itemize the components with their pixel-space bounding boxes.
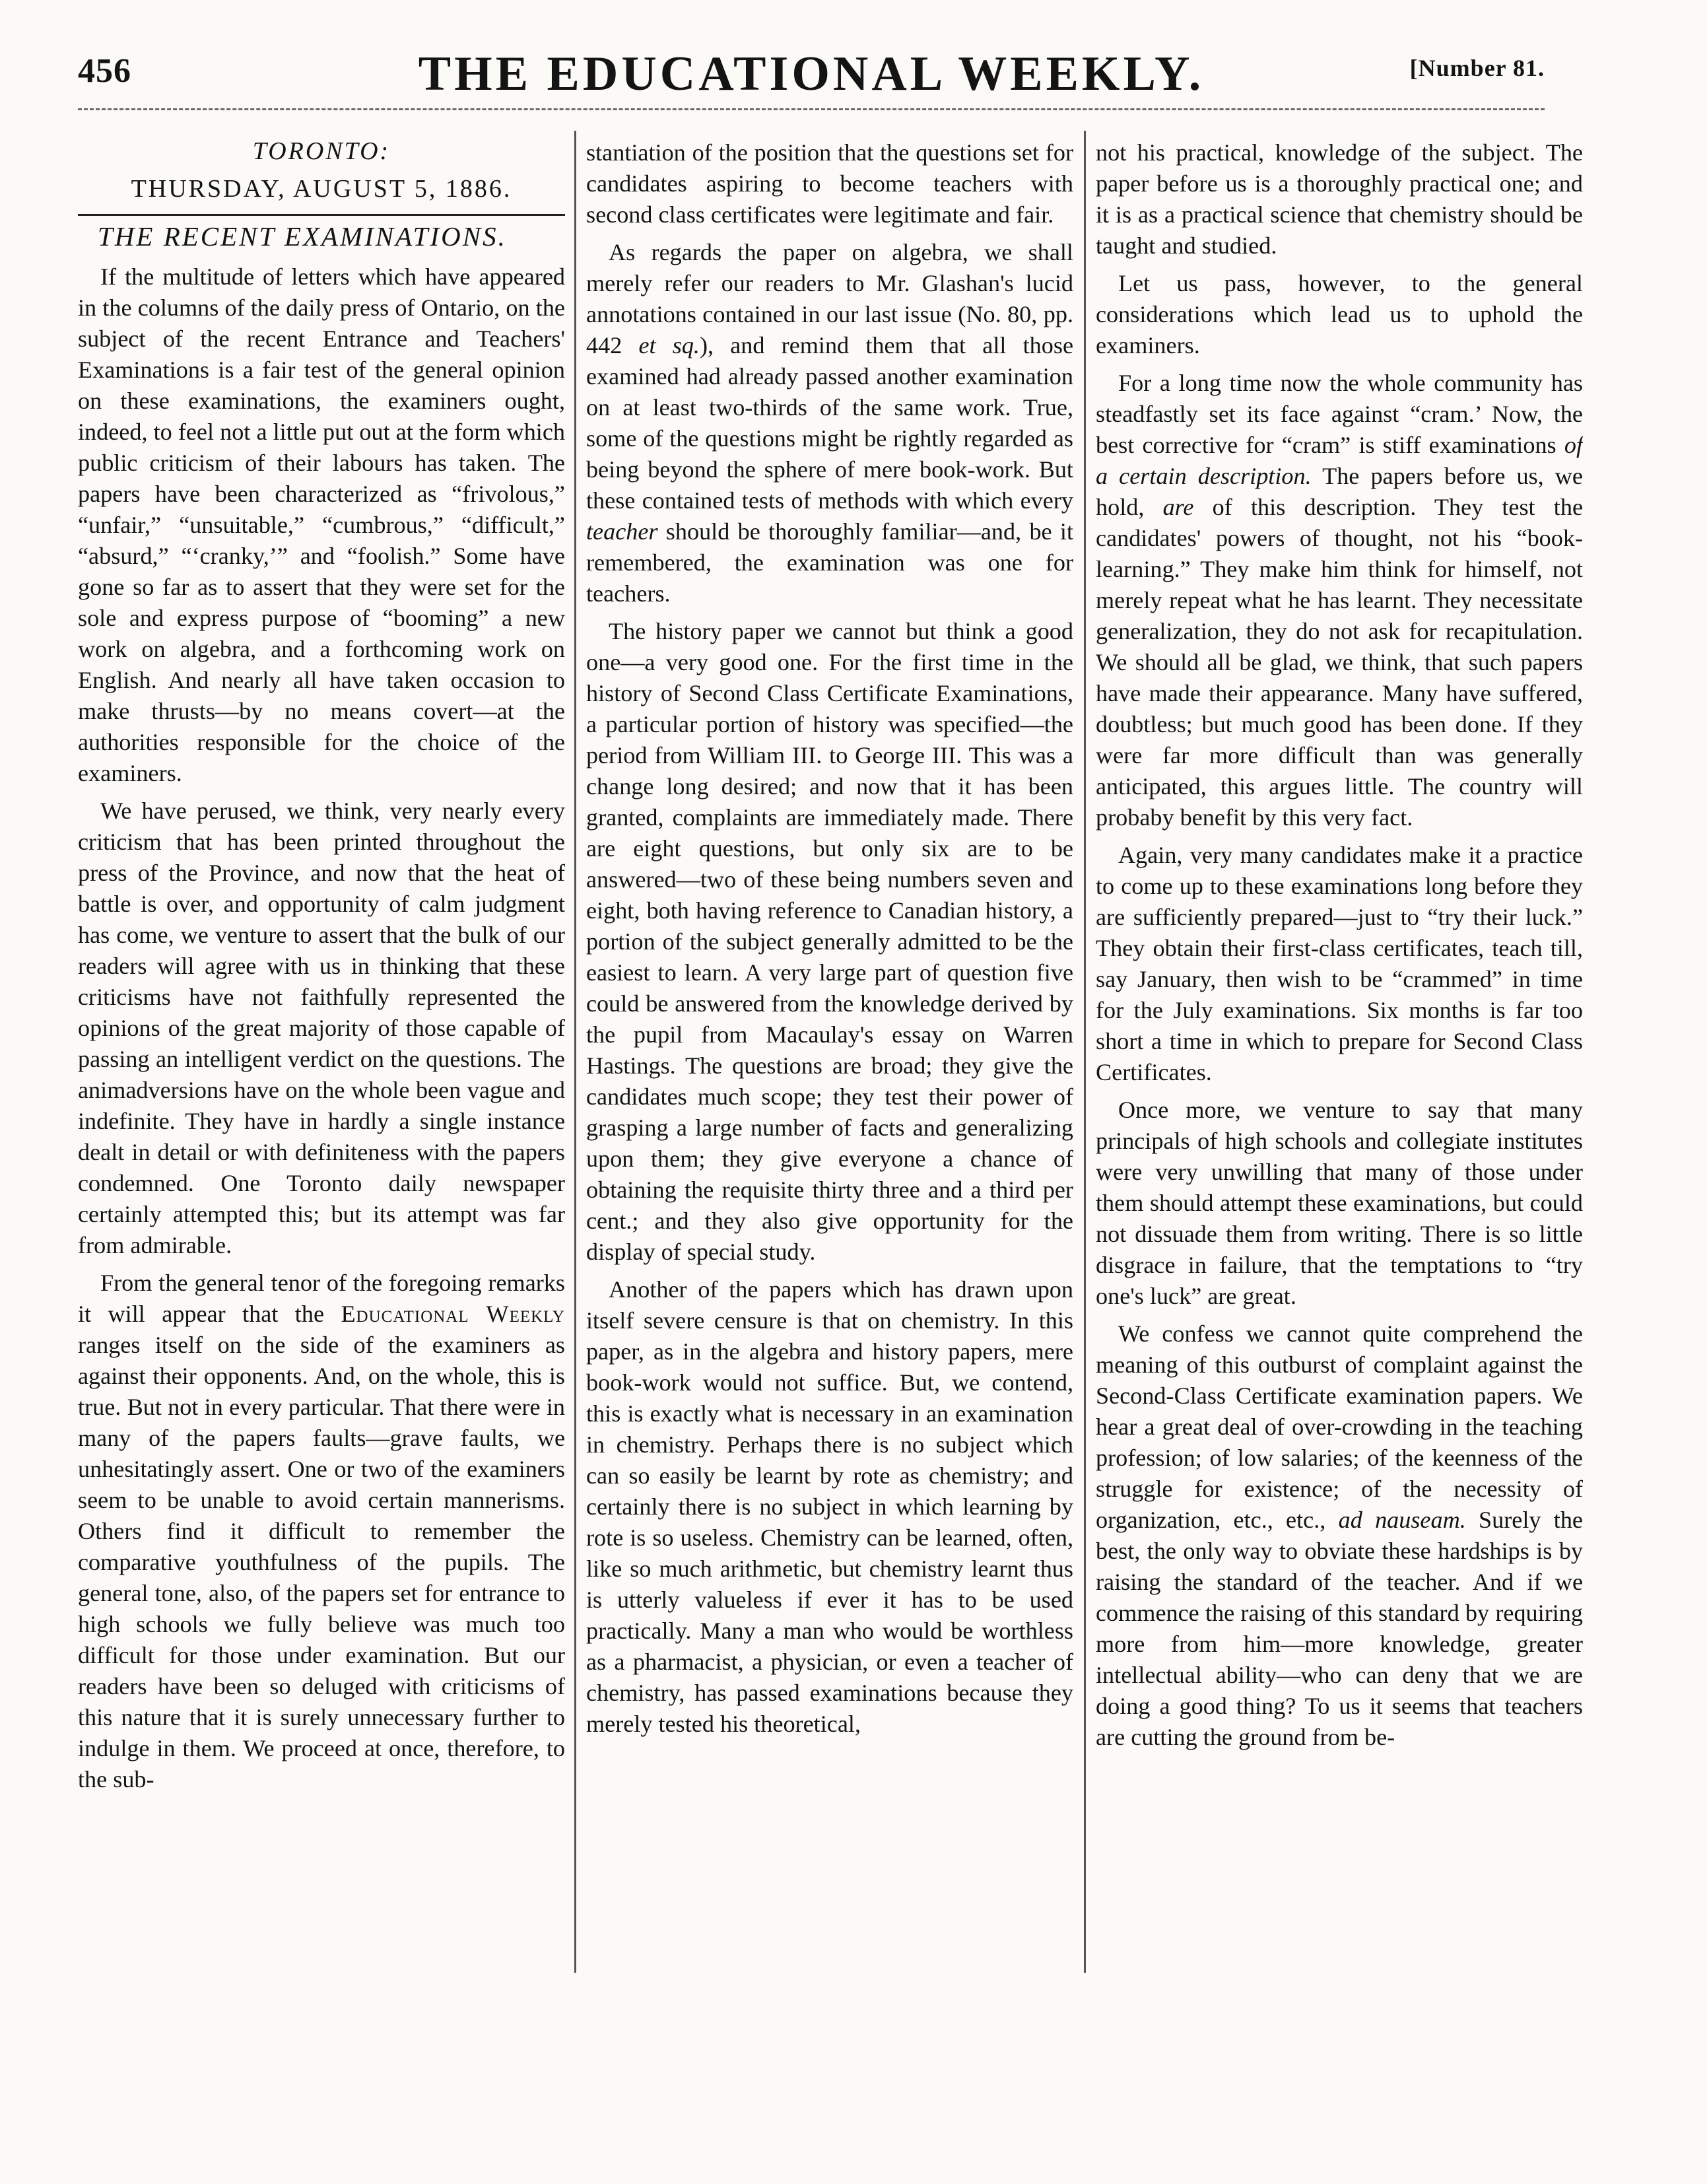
header-rule — [78, 108, 1545, 110]
dateline-date: THURSDAY, AUGUST 5, 1886. — [131, 175, 512, 203]
dateline-place: TORONTO: — [252, 137, 391, 165]
page-header — [78, 46, 1545, 125]
paragraph: Let us pass, however, to the general considerations which lead us to uphold the examiners. — [1096, 270, 1583, 358]
paragraph: stantiation of the position that the questions set for candidates aspiring to become teachers with second class certificates were legitimate and fair. — [586, 139, 1073, 228]
column-divider — [1084, 131, 1086, 1973]
page-number: 456 — [78, 52, 131, 90]
paragraph: We confess we cannot quite comprehend the meaning of this outburst of complaint against the Second-Class Certificate examination papers. We hear a great deal of over-crowding in the teaching profession; of low salaries; of the keenness of the struggle for existence; of the necessity of organization, etc., etc., ad nauseam. Surely the best, the only way to obviate these hardships is by raising the standard of the teacher. And if we commence the raising of this standard by requiring more from him—more knowledge, greater intellectual ability—who can deny that we are doing a good thing? To us it seems that teachers are cutting the ground from be- — [1096, 1320, 1583, 1750]
paragraph: For a long time now the whole community has steadfastly set its face against “cram.’ Now, the best corrective for “cram” is stiff examinations of a certain description. The papers before us, we hold, are of this description. They test the candidates' powers of thought, not his “book-learning.” They make him think for himself, not merely repeat what he has learnt. They necessitate generalization, they do not ask for recapitulation. We should all be glad, we think, that such papers have made their appearance. Many have suffered, doubtless; but much good has been done. If they were far more difficult than was generally anticipated, this argues little. The country will probaby benefit by this very fact. — [1096, 370, 1583, 831]
masthead-rule — [78, 214, 565, 216]
paragraph: From the general tenor of the foregoing remarks it will appear that the Educational Weekly ranges itself on the side of the examiners as against their opponents. And, on the whole, this is true. But not in every particular. That there were in many of the papers faults—grave faults, we unhesitatingly assert. One or two of the examiners seem to be unable to avoid certain mannerisms. Others find it difficult to remember the comparative youthfulness of the pupils. The general tone, also, of the papers set for entrance to high schools we fully believe was much too difficult for those under examination. But our readers have been so deluged with criticisms of this nature that it is surely unnecessary further to indulge in them. We proceed at once, therefore, to the sub- — [78, 1270, 565, 1792]
issue-number: [Number 81. — [1409, 55, 1545, 81]
column-2 — [586, 137, 1073, 2131]
paragraph: We have perused, we think, very nearly every criticism that has been printed throughout the press of the Province, and now that the heat of battle is over, and opportunity of calm judgment has come, we venture to assert that the bulk of our readers will agree with us in thinking that these criticisms have not faithfully represented the opinions of the great majority of those capable of passing an intelligent verdict on the questions. The animadversions have on the whole been vague and indefinite. They have in hardly a single instance dealt in detail or with definiteness with the papers condemned. One Toronto daily newspaper certainly attempted this; but its attempt was far from admirable. — [78, 798, 565, 1258]
paragraph: not his practical, knowledge of the subject. The paper before us is a thoroughly practical one; and it is as a practical science that chemistry should be taught and studied. — [1096, 139, 1583, 259]
paragraph: Once more, we venture to say that many principals of high schools and collegiate institutes were very unwilling that many of those under them should attempt these examinations, but could not dissuade them from writing. There is so little disgrace in failure, that the temptations to “try one's luck” are great. — [1096, 1097, 1583, 1309]
paragraph: If the multitude of letters which have appeared in the columns of the daily press of Ontario, on the subject of the recent Entrance and Teachers' Examinations is a fair test of the general opinion on these examinations, the examiners ought, indeed, to feel not a little put out at the form which public criticism of their labours has taken. The papers have been characterized as “frivolous,” “unfair,” “unsuitable,” “cumbrous,” “difficult,” “absurd,” “‘cranky,’” and “foolish.” Some have gone so far as to assert that they were set for the sole and express purpose of “booming” a new work on algebra, and a forthcoming work on English. And nearly all have taken occasion to make thrusts—by no means covert—at the authorities responsible for the choice of the examiners. — [78, 263, 565, 786]
paragraph: Another of the papers which has drawn upon itself severe censure is that on chemistry. In this paper, as in the algebra and history papers, mere book-work would not suffice. But, we contend, this is exactly what is necessary in an examination in chemistry. Perhaps there is no subject which can so easily be learnt by rote as chemistry; and certainly there is no subject in which learning by rote is so useless. Chemistry can be learned, often, like so much arithmetic, but chemistry learnt thus is utterly valueless if ever it has to be used practically. Many a man who would be worthless as a pharmacist, a physician, or even a teacher of chemistry, has passed examinations because they merely tested his theoretical, — [586, 1276, 1073, 1737]
paragraph: As regards the paper on algebra, we shall merely refer our readers to Mr. Glashan's lucid annotations contained in our last issue (No. 80, pp. 442 et sq.), and remind them that all those examined had already passed another examination on at least two-thirds of the same work. True, some of the questions might be rightly regarded as being beyond the sphere of mere book-work. But these contained tests of methods with which every teacher should be thoroughly familiar—and, be it remembered, the examination was one for teachers. — [586, 239, 1073, 607]
column-1 — [78, 131, 565, 2125]
paragraph: Again, very many candidates make it a practice to come up to these examinations long before they are sufficiently prepared—just to “try their luck.” They obtain their first-class certificates, teach till, say January, then wish to be “crammed” in time for the July examinations. Six months is far too short a time in which to prepare for Second Class Certificates. — [1096, 842, 1583, 1085]
journal-title: THE EDUCATIONAL WEEKLY. — [418, 47, 1205, 101]
column-divider — [574, 131, 576, 1973]
column-3 — [1096, 137, 1583, 2131]
paragraph: The history paper we cannot but think a good one—a very good one. For the first time in the history of Second Class Certificate Examinations, a particular portion of history was specified—the period from William III. to George III. This was a change long desired; and now that it has been granted, complaints are immediately made. There are eight questions, but only six are to be answered—two of these being numbers seven and eight, both having reference to Canadian history, a portion of the subject generally admitted to be the easiest to learn. A very large part of question five could be answered from the knowledge derived by the pupil from Macaulay's essay on Warren Hastings. The questions are broad; they give the candidates much scope; they test their power of grasping a large number of facts and generalizing upon them; they give everyone a chance of obtaining the requisite thirty three and a third per cent.; and they also give opportunity for the display of special study. — [586, 618, 1073, 1265]
article-title: THE RECENT EXAMINATIONS. — [98, 221, 507, 252]
publication-name: Educational Weekly — [341, 1301, 565, 1327]
